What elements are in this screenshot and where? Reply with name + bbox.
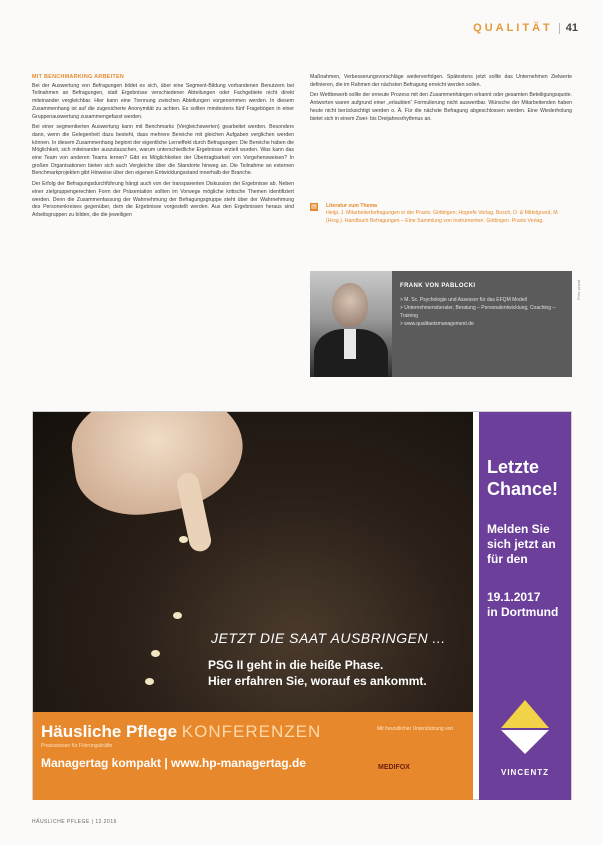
vincentz-wordmark: VINCENTZ — [501, 768, 549, 777]
brand-konferenzen: KONFERENZEN — [181, 722, 322, 741]
promo-title-line: Chance! — [487, 479, 559, 499]
author-bio-list — [400, 297, 560, 330]
promo-text-line: Melden Sie — [487, 522, 550, 536]
partner-label: Mit freundlicher Unterstützung von — [377, 726, 454, 732]
author-photo — [310, 271, 392, 377]
brand-subline: Praxiswissen für Führungskräfte — [41, 743, 113, 749]
article-column-left — [32, 74, 294, 223]
author-name: FRANK VON PABLOCKI — [400, 283, 476, 289]
advertisement[interactable] — [32, 411, 572, 800]
section-title: QUALITÄT — [473, 22, 553, 34]
author-bio-item: > M. Sc. Psychologie und Assessor für das EFQM Modell — [400, 297, 527, 303]
author-bio-item[interactable]: > www.qualitaetsmanagement.de — [400, 321, 474, 328]
page-header — [473, 22, 578, 34]
literature-title: Literatur zum Thema — [326, 203, 378, 209]
author-bio-item: > Unternehmensberater, Beratung – Personalentwicklung, Coaching – Training — [400, 305, 556, 319]
promo-date-line: in Dortmund — [487, 605, 559, 619]
page-footer: HÄUSLICHE PFLEGE | 12.2016 — [32, 819, 117, 825]
medifox-logo: MEDIFOX — [378, 764, 410, 771]
promo-date — [487, 590, 571, 620]
promo-title — [487, 456, 571, 500]
photo-credit: Foto: privat — [576, 280, 581, 301]
promo-text — [487, 522, 571, 567]
literature-box — [310, 203, 572, 225]
paragraph: Bei der Auswertung von Befragungen bildet es sich, über eine Segment-Bildung vorhandenen Benutzern bei Teilnahmen an Befragungen, statt Ergebnisse verschiedener Abteilungen oder Fachgebiete nicht direkt miteinander vergleichbar. Hier kann eine Trennung zwischen Abteilungen vorgenommen werden. In diesem Zusammenhang ist auf die zugesicherte Anonymität zu achten. Es sollten mindestens fünf Fragebögen in einer Gruppenauswertung zusammengefasst werden. — [32, 82, 294, 120]
header-divider — [559, 23, 560, 34]
ad-brand-bar — [33, 712, 473, 800]
logo-triangle-icon — [501, 730, 549, 754]
paragraph: Maßnahmen, Verbesserungsvorschläge weiterverfolgen. Spätestens jetzt sollte das Unternehmen Zielwerte definieren, die im Rahmen der nächsten Befragung erreicht werden sollen. — [310, 74, 572, 88]
promo-title-line: Letzte — [487, 457, 540, 477]
literature-text: Helgi, J. Mitarbeiterbefragungen in der Praxis. Göttingen; Hogrefe Verlag. Bosch, D. & Mittelgrund, M. (Hrsg.). Handbuch Befragungen – Eine Sammlung von Instrumenten. Göttingen. Praxis Verlag. — [326, 210, 559, 224]
vincentz-logo — [479, 692, 571, 800]
managertag-link[interactable]: Managertag kompakt | www.hp-managertag.de — [41, 756, 306, 770]
promo-date-line: 19.1.2017 — [487, 590, 541, 604]
paragraph: Der Wettbewerb sollte der erneute Prozess mit den Zusammenhängen erkannt oder gesamten Beteiligungsquote. Antworten waren aufgrund einer „erlaubten“ Formulierung nicht auswertbar. Wünsche der Mitarbeitenden haben heute nicht berücksichtigt werden o. Ä. Für die nächste Befragung abgeschlossen werden. Eine Wiederholung bietet sich in einem Zwei- bis Dreijahresrhythmus an. — [310, 92, 572, 122]
ad-slogan-text — [208, 657, 468, 689]
author-box — [310, 271, 572, 377]
ad-photo-seeding-hand — [33, 412, 473, 712]
paragraph: Der Erfolg der Befragungsdurchführung hängt auch von der transparenten Diskussion der Ergebnisse ab. Neben einer zielgruppengerechten Form der Präsentation sollten im Vorwege mögliche kritische Themen identifiziert werden. Denn die Zusammenfassung der Wahrnehmung der Befragungsgruppe steht über der Wahrnehmung des Personenkreises gegenüber, dem die Ergebnisse vorgestellt werden. Aus den Ergebnissen heraus sind Arbeitsgruppen zu bilden, die die jeweiligen — [32, 181, 294, 218]
promo-text-line: für den — [487, 552, 528, 566]
ad-slogan-line: PSG II geht in die heiße Phase. — [208, 658, 384, 672]
logo-triangle-icon — [501, 700, 549, 728]
promo-text-line: sich jetzt an — [487, 537, 556, 551]
brand-main: Häusliche Pflege — [41, 722, 178, 741]
book-icon: ▤ — [311, 204, 317, 210]
ad-slogan-headline: JETZT DIE SAAT AUSBRINGEN ... — [211, 630, 446, 646]
page-number: 41 — [565, 22, 578, 34]
ad-slogan-line: Hier erfahren Sie, worauf es ankommt. — [208, 674, 427, 688]
article-column-right — [310, 74, 572, 126]
paragraph: Bei einer segmentierten Auswertung kann mit Benchmarks (Vergleichswerten) gearbeitet werden. Besonders dann, wenn die Gelegenheit dazu besteht, dass mehrere Bereiche mit gleichen Aufgaben verglichen werden können. In diesem Zusammenhang beginnt der eigentliche Lerneffekt durch Befragungen: Die Bereiche haben die Möglichkeit, sich miteinander auszutauschen, warum unterschiedliche Ergebnisse erzielt wurden. Was kann das eine Team von anderen Teams lernen? Gibt es Möglichkeiten der Übertragbarkeit von Vorgehensweisen? In großen Organisationen bieten sich auch Vergleiche über die Standorte hinweg an. Die Teilnahme an externen Benchmarkprojekten gibt Hinweise über den eigenen Entwicklungsstand innerhalb der Branche. — [32, 124, 294, 177]
brand-logo — [41, 722, 321, 742]
article-subheading: MIT BENCHMARKING ARBEITEN — [32, 74, 125, 80]
